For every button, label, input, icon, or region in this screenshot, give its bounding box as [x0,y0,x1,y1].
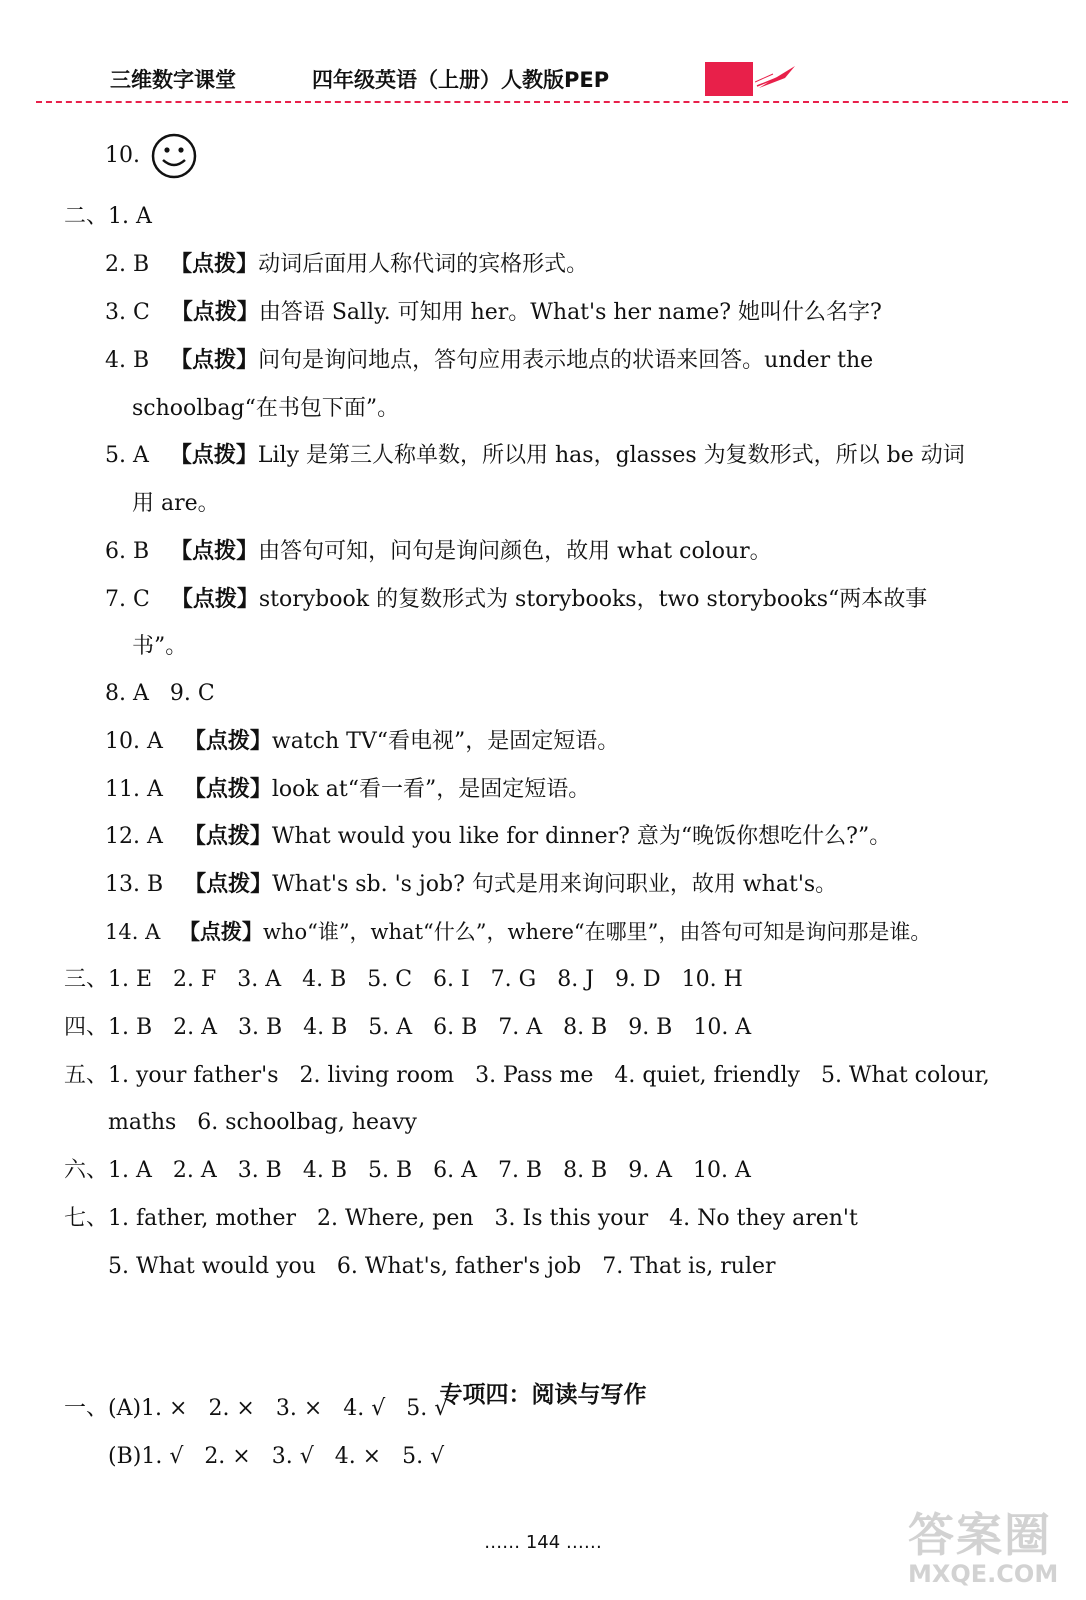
hint-tag: 【点拨】 [170,348,259,373]
answer-line [105,823,891,851]
hint-text: look at“看一看”，是固定短语。 [271,777,591,802]
answer-line [105,299,882,327]
answer-key: 5. A [105,443,149,468]
section-2-line: 二、1. A [64,204,152,229]
answer-key: 3. C [105,300,150,325]
section-6-line: 六、1. A 2. A 3. B 4. B 5. B 6. A 7. B 8. B 9. A 10. A [64,1158,751,1183]
smiley-face-icon [150,132,198,180]
watermark-text: 答案圈 [908,1508,1052,1562]
answer-key: 11. A [105,777,163,802]
answer-key: 7. C [105,587,150,612]
hint-text: storybook 的复数形式为 storybooks，two storybooks“两本故事 [258,587,928,612]
header-red-block [705,62,753,96]
hint-tag: 【点拨】 [170,539,259,564]
page-number: …… 144 …… [484,1532,602,1553]
reading-answers-b: (B)1. √ 2. × 3. √ 4. × 5. √ [108,1444,445,1469]
hint-tag: 【点拨】 [178,920,263,944]
answer-key: 14. A [105,920,161,944]
answer-line [105,251,588,279]
hint-tag: 【点拨】 [183,729,272,754]
answer-line [105,538,772,566]
hint-text: who“谁”，what“什么”，where“在哪里”，由答句可知是询问那是谁。 [262,920,932,944]
section-7-continuation: 5. What would you 6. What's, father's job 7. That is, ruler [108,1254,776,1279]
header-divider [36,101,1068,103]
hint-tag: 【点拨】 [184,872,273,897]
answer-line: 8. A 9. C [105,681,215,706]
answer-line [105,728,619,756]
header-book-title: 四年级英语（上册）人教版PEP [312,68,610,92]
watermark-logo [908,1510,1078,1598]
section-title: 专项四：阅读与写作 [439,1382,647,1408]
watermark-url: MXQE.COM [908,1560,1059,1588]
hint-text: watch TV“看电视”，是固定短语。 [271,729,620,754]
page-header [0,0,1086,110]
answer-key: 6. B [105,539,150,564]
header-series-title: 三维数字课堂 [110,68,236,92]
hint-text: 动词后面用人称代词的宾格形式。 [258,252,589,277]
answer-line [105,347,873,375]
hint-text: 由答语 Sally. 可知用 her。What's her name? 她叫什么名字? [258,300,882,325]
hint-tag: 【点拨】 [169,443,258,468]
section-5-line: 五、1. your father's 2. living room 3. Pass me 4. quiet, friendly 5. What colour, [64,1063,990,1088]
section-5-continuation: maths 6. schoolbag, heavy [108,1110,417,1135]
section-3-line: 三、1. E 2. F 3. A 4. B 5. C 6. I 7. G 8. J 9. D 10. H [64,967,743,992]
answer-line [105,586,927,614]
answer-line [105,442,965,470]
item-number: 10. [105,143,140,168]
hint-tag: 【点拨】 [170,300,259,325]
hint-tag: 【点拨】 [170,252,259,277]
hint-text: What's sb. 's job? 句式是用来询问职业，故用 what's。 [272,872,838,897]
answer-key: 2. B [105,252,150,277]
reading-answers-a: 一、(A)1. × 2. × 3. × 4. √ 5. √ [64,1396,449,1421]
hint-tag: 【点拨】 [183,777,272,802]
hint-text: 由答句可知，问句是询问颜色，故用 what colour。 [258,539,772,564]
section-7-line: 七、1. father, mother 2. Where, pen 3. Is this your 4. No they aren't [64,1206,858,1231]
section-4-line: 四、1. B 2. A 3. B 4. B 5. A 6. B 7. A 8. B 9. B 10. A [64,1015,752,1040]
answer-continuation: 用 are。 [132,491,220,516]
hint-text: 问句是询问地点，答句应用表示地点的状语来回答。under the [258,348,874,373]
answer-line [105,142,140,170]
answer-key: 4. B [105,348,150,373]
answer-continuation: schoolbag“在书包下面”。 [132,396,400,421]
hint-tag: 【点拨】 [170,587,259,612]
answer-key: 12. A [105,824,163,849]
answer-line [105,918,931,946]
answer-line [105,776,590,804]
answer-key: 10. A [105,729,163,754]
answer-line [105,871,837,899]
answer-key: 13. B [105,872,164,897]
hint-text: Lily 是第三人称单数，所以用 has，glasses 为复数形式，所以 be 动词 [257,443,965,468]
rocket-icon [755,62,799,92]
hint-text: What would you like for dinner? 意为“晚饭你想吃什么?”。 [271,824,892,849]
hint-tag: 【点拨】 [183,824,272,849]
answer-continuation: 书”。 [132,634,188,659]
